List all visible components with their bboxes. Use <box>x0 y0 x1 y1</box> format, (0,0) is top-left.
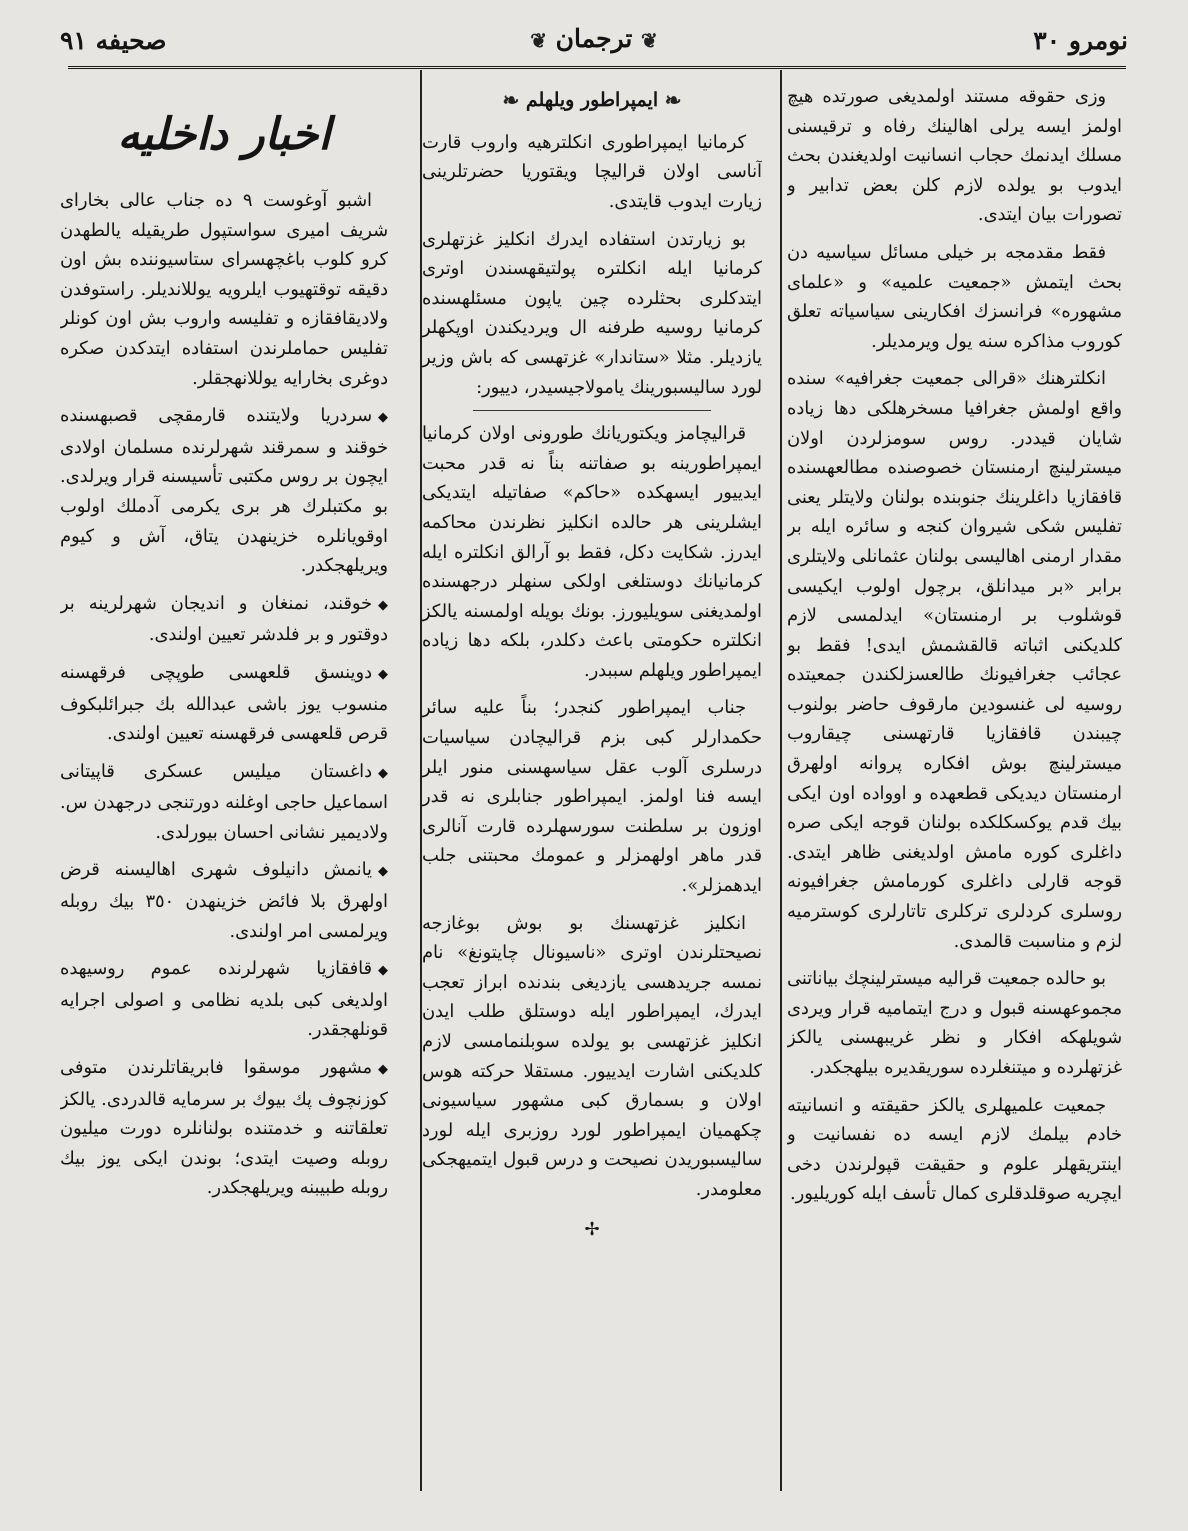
bullet-icon: ◆ <box>378 963 388 979</box>
news-item-text: مشهور موسقوا فابریقاتلرندن متوفی كوزنچوف پك بیوك بر سرمایه قالدردی. یالكز تعلقاتنه و خدمتنده بولنانلره دورت میلیون روبله وصیت ایتدی؛ بوندن ایكی یوز بیك روبله طبیبنه ویریلهجكدر. <box>60 1057 388 1199</box>
right-paragraph-2: فقط مقدمجه بر خیلی مسائل سیاسیه دن بحث ایتمش «جمعیت علمیه» و «علمای مشهوره» فرانسزك افكارینی سیاسیاته تعلق كوروب مذاكره سنه یول ویرمدیلر. <box>787 241 1122 352</box>
article-heading <box>422 86 762 116</box>
bullet-icon: ◆ <box>378 410 388 426</box>
right-column <box>787 82 1122 1501</box>
newspaper-title: ترجمان <box>555 24 633 53</box>
left-ornament-icon: ❦ <box>641 28 658 53</box>
bullet-icon: ◆ <box>378 864 388 880</box>
news-item-3 <box>60 658 388 749</box>
news-item-4 <box>60 757 388 848</box>
right-paragraph-1: وزی حقوقه مستند اولمدیغی صورتده هیچ اولمز ایسه یرلی اهالینك رفاه و ترقیسنی مسلك ایدنمك حجاب انسانیت اولدیغندن بحث ایدوب بو یولده لازم كلن بعض تدابیر و تصورات بیان ایتدی. <box>787 86 1122 226</box>
page-number: صحيفه ٩١ <box>60 26 167 55</box>
bullet-icon: ◆ <box>378 1062 388 1078</box>
section-title: اخبار داخلیه <box>117 109 331 160</box>
article-heading-text: ایمپراطور ویلهلم <box>525 89 659 111</box>
middle-paragraph-5: انكلیز غزتهسنك بو بوش بوغازجه نصیحتلرندن اوتری «ناسیونال چایتونغ» نام نمسه جریدهسی یازدیغی بندنده ابراز تعجب ایدرك، ایمپراطور ایله دوستلق طلب ایدن انكلیز غزتهسی بو یولده سوبلنمامسی لازم كلدیكنی اشارت ایدییور. مستقلا حركته هوس اولان و بسمارق كبی مشهور سیاسیونی چكهمیان ایمپراطور لورد روزبری ایله لورد سالیسبوریدن نصیحت و درس قبول ایتمیهجكی معلومدر. <box>422 912 762 1200</box>
issue-number: نومرو ٣٠ <box>1033 26 1128 55</box>
middle-paragraph-4: جناب ایمپراطور كنجدر؛ بناً علیه سائر حكمدارلر كبی بزم قرالیچادن سیاسیات درسلری آلوب عقل سیاسهسنی منور ایلر ایسه فنا اولمز. ایمپراطور جنابلری نه قدر اوزون بر سلطنت سورسهلرده قارت آنالری قدر ماهر اولهمزلر و عمومك محبتنی جلب ایدهمزلر». <box>422 697 762 897</box>
header-rule <box>68 66 1126 69</box>
news-item-5 <box>60 855 388 946</box>
right-ornament-icon: ❦ <box>530 28 547 53</box>
news-item-text: خوقند، نمنغان و اندیجان شهرلرینه بر دوقتور و بر فلدشر تعیین اولندی. <box>60 592 388 646</box>
middle-paragraph-3: قرالیچامز ویكتوریانك طورونی اولان كرمانیا ایمپراطورینه بو صفاتنه بناً نه قدر محبت ایدییور ایسهكده «حاكم» صفاتیله ایتدیكی ایشلرینی هر حالده انكلیز نظرندن محاكمه ایدرز. شكایت دكل، فقط بو آرالق انكلتره ایله كرمانیانك دوستلغی اولكی سنهلر درجهسنده اولمدیغنی سویلیورز. بونك بویله اولمسنه یالكز انكلتره حكومتی باعث دكلدر، بلكه دها زیاده ایمپراطور ویلهلم سببدر. <box>422 423 762 681</box>
bullet-icon: ◆ <box>378 765 388 781</box>
end-ornament-glyph: ✢ <box>584 1218 600 1240</box>
right-paragraph-4: بو حالده جمعیت قرالیه میسترلینچك بیاناتنی مجموعهسنه قبول و درج ایتمامیه قرار ویردی شویلهكه افكار و نظر غریبهسنی یالكز غزتهلرده و میتنغلرده سوریقدیره بیلهجكدر. <box>787 968 1122 1078</box>
right-paragraph-5: جمعیت علمیهلری یالكز حقیقته و انسانیته خادم بیلمك لازم ایسه ده نفسانیت و اینتریقهلر علوم و حقیقت قپولرندن دخی ایچریه صوقلدقلری كمال تأسف ایله كوریلیور. <box>787 1094 1122 1205</box>
news-item-text: دوینسق قلعهسی طوپچی فرقهسنه منسوب یوز باشی عبدالله بك جبرائلبكوف قرص قلعهسی فرقهسنه تعیین اولندی. <box>60 661 388 745</box>
end-ornament-icon <box>422 1215 762 1245</box>
left-column <box>60 82 388 1501</box>
news-item-text: داغستان میلیس عسكری قاپیتانی اسماعیل حاجی اوغلنه دورتنجی درجهدن س. ولادیمیر نشانی احسان بیورلدی. <box>60 760 388 843</box>
news-item-text: سردریا ولایتنده قارمقچی قصبهسنده خوقند و سمرقند شهرلرنده مسلمان اولادی ایچون بر روس مكتبی تأسیسنه قرار ویرلدی. بو مكتبلرك هر بری یكرمی آدملك اولوب اوقویانلره خزینهدن یتاق، آش و كیوم ویریلهجكدر. <box>60 405 388 577</box>
news-item-1 <box>60 401 388 581</box>
middle-paragraph-2: بو زیارتدن استفاده ایدرك انكلیز غزتهلری كرمانیا ایله انكلتره پولتیقهسندن اوتری ایتدكلری بحثلرده چین یاپون مسئلهسنده كرمانیا روسیه طرفنه ال ویردیكندن اوپكهلر یازدیلر. مثلا «ستاندار» غزتهسی كه باش وزیر لورد سالیسبورینك یامولاجیسیدر، دییور: <box>422 228 762 398</box>
middle-column <box>422 82 762 1501</box>
bullet-icon: ◆ <box>378 666 388 682</box>
newspaper-title-block <box>60 24 1128 53</box>
news-item-text: یانمش دانیلوف شهری اهالیسنه قرض اولهرق بلا فائض خزینهدن ٣٥٠ بیك روبله ویرلمسی امر اولندی. <box>60 859 388 942</box>
left-intro: اشبو آوغوست ٩ ده جناب عالی بخارای شریف امیری سواستپول طریقیله یالطهدن كرو كلوب باغچهسرای ستاسیوننده بش اون دقیقه توقتهیوب ایلرویه یوللاندیلر. راستوفدن ولادیقافقازه و تفلیسه واروب بش اون كونلر تفلیس حماملرندن استفاده ایتدكدن صكره دوغری بخارایه یوللانهجقلر. <box>60 190 388 389</box>
middle-paragraph-1: كرمانیا ایمپراطوری انكلترهیه واروب قارت آناسی اولان قرالیچا ویقتوریا حضرتلرینی زیارت ایدوب قایتدی. <box>422 131 762 212</box>
right-paragraph-3: انكلترهنك «قرالی جمعیت جغرافیه» سنده واقع اولمش جغرافیا مسخرهلكی دها زیاده شایان قیددر. روس سومزلردن اولان میسترلینچ ارمنستان خصوصنده مطالعهسنده قافقازیا داغلرینك جنوبنده بولنان ولایتلر یعنی تفلیس شكی شیروان كنجه و سائره ایله بر مقدار ارمنی اهالیسی بولنان عثمانلی ولایتلری برابر «بر میدانلق، برچول اولوب ایكیسی قوشلوب بر ارمنستان» ایدلمسی لازم كلدیكنی اثباته قالقشمش ایدی! فقط بو عجائب جغرافیونك طالعسزلكندن جمعیتده روسیه لی غنسودین مارقوف حاضر بولنوب چیبندن قافقازیا قارتهسنی چیقاروب میسترلینچ بوش افكاره پروانه اولهرق ارمنستان دیدیكی قطعهده و اوواده اون ایكی بیك قدم یوكسكلكده بولنان قوجه ایكی صره داغلری كوره مامش اولدیغنی ظاهر ایتدی. قوجه قارلی داغلری كورمامش جغرافیونه روسلری كردلری تركلری تاتارلری كوسترمیه لزم و مناسبت قالمدی. <box>787 368 1122 952</box>
bullet-icon: ◆ <box>378 597 388 613</box>
news-item-7 <box>60 1053 388 1203</box>
news-item-6 <box>60 954 388 1045</box>
news-item-2 <box>60 589 388 650</box>
news-item-text: قافقازیا شهرلرنده عموم روسیهده اولدیغی كبی بلدیه نظامی و اصولی اجرایه قونلهجقدر. <box>60 958 388 1041</box>
heading-ornament-icon-2: ❧ <box>502 88 520 113</box>
masthead <box>60 20 1128 64</box>
quote-separator <box>473 410 711 411</box>
heading-ornament-icon: ❧ <box>664 88 682 113</box>
column-divider-right <box>780 70 782 1491</box>
